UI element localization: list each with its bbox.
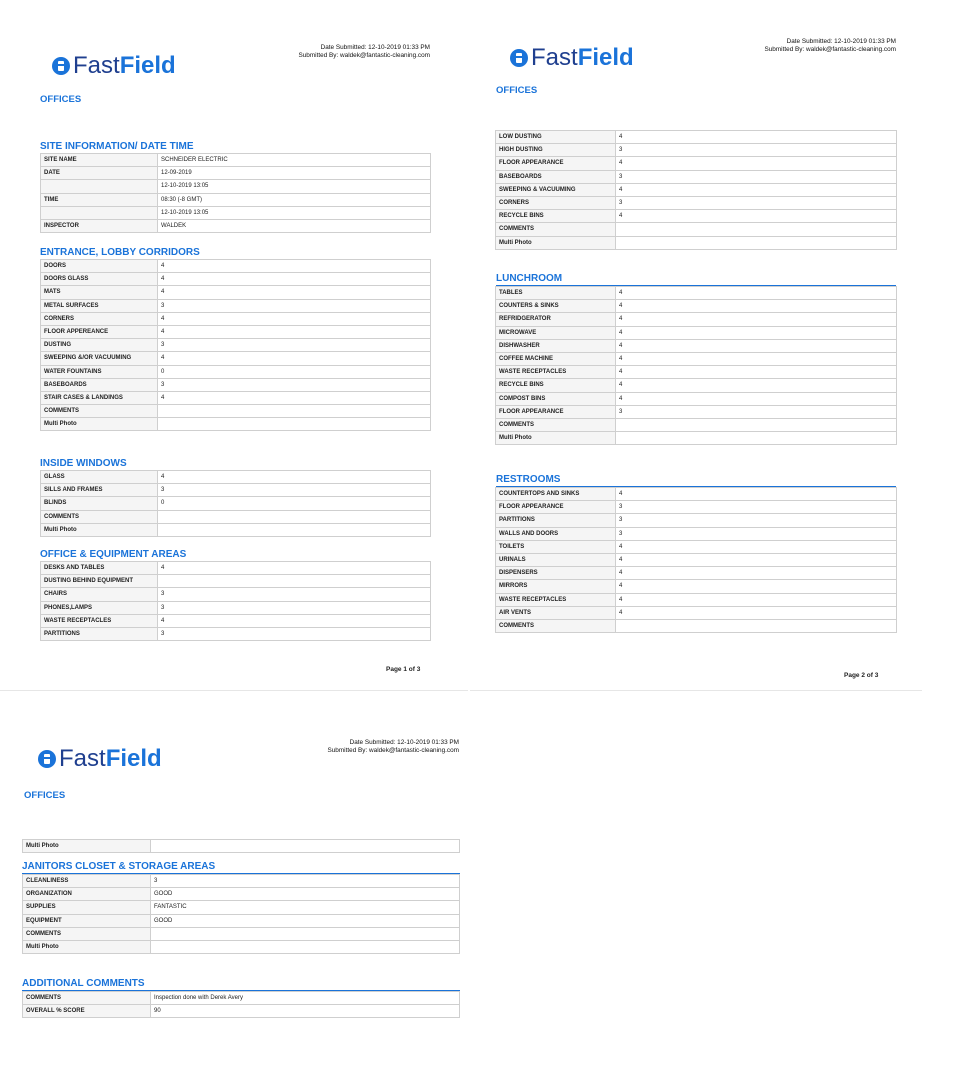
section-title-inside-windows: INSIDE WINDOWS xyxy=(40,458,430,471)
field-label: WATER FOUNTAINS xyxy=(41,365,158,378)
table-page2-continued xyxy=(495,130,897,250)
field-label: TABLES xyxy=(496,287,616,300)
field-value: 3 xyxy=(158,601,431,614)
field-value: 3 xyxy=(616,527,897,540)
table-row xyxy=(41,352,431,365)
field-label: URINALS xyxy=(496,553,616,566)
field-label: SWEEPING &/OR VACUUMING xyxy=(41,352,158,365)
submission-info xyxy=(298,44,430,60)
field-value: 4 xyxy=(158,286,431,299)
date-submitted: Date Submitted: 12-10-2019 01:33 PM xyxy=(320,44,430,51)
table-row xyxy=(23,1005,460,1018)
field-label: CLEANLINESS xyxy=(23,875,151,888)
field-label: METAL SURFACES xyxy=(41,299,158,312)
table-entrance xyxy=(40,259,431,431)
field-value: 3 xyxy=(616,514,897,527)
field-value: 3 xyxy=(616,501,897,514)
field-label xyxy=(41,180,158,193)
form-title: OFFICES xyxy=(24,790,66,801)
field-label: DESKS AND TABLES xyxy=(41,562,158,575)
field-value: 3 xyxy=(158,588,431,601)
table-row xyxy=(41,575,431,588)
report-page-3 xyxy=(0,720,468,1060)
field-value xyxy=(151,840,460,853)
table-row xyxy=(41,562,431,575)
table-row xyxy=(41,312,431,325)
field-value: 4 xyxy=(616,606,897,619)
form-title: OFFICES xyxy=(496,85,538,96)
table-row xyxy=(41,588,431,601)
field-value: 3 xyxy=(151,875,460,888)
table-row xyxy=(496,236,897,249)
field-value: 3 xyxy=(616,144,897,157)
table-janitors-closet xyxy=(22,874,460,954)
field-label: COUNTERS & SINKS xyxy=(496,300,616,313)
field-label: TOILETS xyxy=(496,540,616,553)
field-label: SILLS AND FRAMES xyxy=(41,484,158,497)
field-value: GOOD xyxy=(151,914,460,927)
table-row xyxy=(41,614,431,627)
field-value: 4 xyxy=(616,300,897,313)
table-row xyxy=(496,313,897,326)
table-row xyxy=(41,286,431,299)
section-title-site-info: SITE INFORMATION/ DATE TIME xyxy=(40,141,430,154)
table-row xyxy=(41,180,431,193)
table-row xyxy=(41,418,431,431)
submission-info xyxy=(764,38,896,54)
submitted-by: Submitted By: waldek@fantastic-cleaning.com xyxy=(298,52,430,59)
field-value xyxy=(616,432,897,445)
table-row xyxy=(496,392,897,405)
table-row xyxy=(496,326,897,339)
field-value xyxy=(158,405,431,418)
field-value: 4 xyxy=(616,352,897,365)
field-value: GOOD xyxy=(151,888,460,901)
table-row xyxy=(496,606,897,619)
field-value: 08:30 (-8 GMT) xyxy=(158,193,431,206)
field-label: DISPENSERS xyxy=(496,567,616,580)
table-row xyxy=(496,553,897,566)
field-value: 12-10-2019 13:05 xyxy=(158,206,431,219)
submitted-by: Submitted By: waldek@fantastic-cleaning.com xyxy=(764,46,896,53)
field-label: RECYCLE BINS xyxy=(496,379,616,392)
table-row xyxy=(496,300,897,313)
field-label: PHONES,LAMPS xyxy=(41,601,158,614)
table-row xyxy=(23,888,460,901)
table-row xyxy=(496,527,897,540)
field-value: 90 xyxy=(151,1005,460,1018)
table-row xyxy=(23,840,460,853)
form-title: OFFICES xyxy=(40,94,82,105)
field-label: OVERALL % SCORE xyxy=(23,1005,151,1018)
table-row xyxy=(41,484,431,497)
field-value xyxy=(616,223,897,236)
field-value: 4 xyxy=(616,339,897,352)
field-label: CORNERS xyxy=(41,312,158,325)
field-label: COMMENTS xyxy=(41,510,158,523)
field-value: 4 xyxy=(616,183,897,196)
field-label: FLOOR APPEREANCE xyxy=(41,325,158,338)
table-row xyxy=(496,339,897,352)
table-row xyxy=(496,366,897,379)
field-value: 4 xyxy=(158,562,431,575)
field-value: 4 xyxy=(616,287,897,300)
table-row xyxy=(23,901,460,914)
field-label: Multi Photo xyxy=(23,840,151,853)
date-submitted: Date Submitted: 12-10-2019 01:33 PM xyxy=(786,38,896,45)
field-label: DISHWASHER xyxy=(496,339,616,352)
page-number: Page 1 of 3 xyxy=(386,666,421,673)
table-row xyxy=(41,219,431,232)
field-label: BLINDS xyxy=(41,497,158,510)
field-label: Multi Photo xyxy=(41,418,158,431)
field-value xyxy=(151,940,460,953)
table-row xyxy=(41,325,431,338)
table-row xyxy=(496,580,897,593)
table-row xyxy=(496,418,897,431)
table-row xyxy=(496,183,897,196)
field-label: DATE xyxy=(41,167,158,180)
field-label: FLOOR APPEARANCE xyxy=(496,501,616,514)
field-label: LOW DUSTING xyxy=(496,131,616,144)
field-value: 12-09-2019 xyxy=(158,167,431,180)
field-value: SCHNEIDER ELECTRIC xyxy=(158,154,431,167)
fastfield-logo xyxy=(510,46,634,70)
table-row xyxy=(23,875,460,888)
table-row xyxy=(41,471,431,484)
report-page-2 xyxy=(470,18,922,690)
field-value: 4 xyxy=(158,471,431,484)
field-label: Multi Photo xyxy=(496,432,616,445)
field-label: SITE NAME xyxy=(41,154,158,167)
field-value: 4 xyxy=(616,313,897,326)
field-label: COUNTERTOPS AND SINKS xyxy=(496,488,616,501)
table-page3-continued xyxy=(22,839,460,853)
field-label: CHAIRS xyxy=(41,588,158,601)
field-value xyxy=(616,236,897,249)
field-label: WALLS AND DOORS xyxy=(496,527,616,540)
field-value: 0 xyxy=(158,365,431,378)
field-label: MICROWAVE xyxy=(496,326,616,339)
field-label: DUSTING xyxy=(41,339,158,352)
table-row xyxy=(41,391,431,404)
field-label: AIR VENTS xyxy=(496,606,616,619)
table-row xyxy=(496,593,897,606)
field-value: WALDEK xyxy=(158,219,431,232)
field-value: 3 xyxy=(158,299,431,312)
field-label: PARTITIONS xyxy=(41,627,158,640)
table-row xyxy=(496,619,897,632)
field-label: BASEBOARDS xyxy=(41,378,158,391)
field-label: COMMENTS xyxy=(496,223,616,236)
table-row xyxy=(496,540,897,553)
section-title-janitors-closet: JANITORS CLOSET & STORAGE AREAS xyxy=(22,861,460,874)
field-label: INSPECTOR xyxy=(41,219,158,232)
date-submitted: Date Submitted: 12-10-2019 01:33 PM xyxy=(349,739,459,746)
table-row xyxy=(496,287,897,300)
field-label: COMMENTS xyxy=(41,405,158,418)
field-value: 4 xyxy=(158,273,431,286)
field-value: 4 xyxy=(158,260,431,273)
table-row xyxy=(496,352,897,365)
field-label: Multi Photo xyxy=(496,236,616,249)
field-label: WASTE RECEPTACLES xyxy=(41,614,158,627)
table-row xyxy=(496,223,897,236)
field-value: 4 xyxy=(158,614,431,627)
table-row xyxy=(496,131,897,144)
table-row xyxy=(41,339,431,352)
field-value: 3 xyxy=(158,627,431,640)
field-label: SWEEPING & VACUUMING xyxy=(496,183,616,196)
brand-wordmark: FastField xyxy=(59,745,162,772)
fastfield-logo xyxy=(52,54,176,78)
fastfield-logo xyxy=(38,747,162,771)
section-title-lunchroom: LUNCHROOM xyxy=(496,273,896,286)
field-label: SUPPLIES xyxy=(23,901,151,914)
field-value xyxy=(158,418,431,431)
field-value: 4 xyxy=(616,540,897,553)
field-value: 4 xyxy=(616,392,897,405)
field-value: 4 xyxy=(616,553,897,566)
table-lunchroom xyxy=(495,286,897,445)
submission-info xyxy=(327,739,459,755)
table-row xyxy=(23,914,460,927)
field-value xyxy=(158,510,431,523)
field-value: 3 xyxy=(616,196,897,209)
table-row xyxy=(41,627,431,640)
field-value xyxy=(158,575,431,588)
table-row xyxy=(41,193,431,206)
field-value: 3 xyxy=(158,484,431,497)
field-label: COMMENTS xyxy=(496,619,616,632)
field-label: FLOOR APPEARANCE xyxy=(496,157,616,170)
field-label: COMMENTS xyxy=(23,992,151,1005)
table-row xyxy=(41,601,431,614)
field-value: 3 xyxy=(616,405,897,418)
submitted-by: Submitted By: waldek@fantastic-cleaning.com xyxy=(327,747,459,754)
field-label: HIGH DUSTING xyxy=(496,144,616,157)
field-label: DOORS xyxy=(41,260,158,273)
field-value: 4 xyxy=(616,366,897,379)
report-page-1 xyxy=(0,18,468,690)
fastfield-logo-icon xyxy=(38,750,56,768)
field-label: PARTITIONS xyxy=(496,514,616,527)
field-label: WASTE RECEPTACLES xyxy=(496,366,616,379)
field-label: DUSTING BEHIND EQUIPMENT xyxy=(41,575,158,588)
field-label: CORNERS xyxy=(496,196,616,209)
field-value xyxy=(158,523,431,536)
field-label: BASEBOARDS xyxy=(496,170,616,183)
brand-wordmark: FastField xyxy=(531,44,634,71)
table-inside-windows xyxy=(40,470,431,537)
field-label: COMPOST BINS xyxy=(496,392,616,405)
field-label: RECYCLE BINS xyxy=(496,210,616,223)
field-value: 4 xyxy=(158,325,431,338)
field-label: Multi Photo xyxy=(41,523,158,536)
table-row xyxy=(41,273,431,286)
table-row xyxy=(496,144,897,157)
table-row xyxy=(41,378,431,391)
field-value: FANTASTIC xyxy=(151,901,460,914)
table-row xyxy=(41,260,431,273)
field-value: 4 xyxy=(616,379,897,392)
brand-wordmark: FastField xyxy=(73,52,176,79)
table-row xyxy=(41,523,431,536)
field-label: Multi Photo xyxy=(23,940,151,953)
field-value: 4 xyxy=(616,210,897,223)
table-row xyxy=(23,992,460,1005)
field-value: Inspection done with Derek Avery xyxy=(151,992,460,1005)
field-value: 0 xyxy=(158,497,431,510)
table-row xyxy=(41,167,431,180)
field-label: STAIR CASES & LANDINGS xyxy=(41,391,158,404)
field-value: 12-10-2019 13:05 xyxy=(158,180,431,193)
field-value: 3 xyxy=(158,378,431,391)
field-label xyxy=(41,206,158,219)
field-label: DOORS GLASS xyxy=(41,273,158,286)
field-value: 4 xyxy=(616,580,897,593)
table-row xyxy=(496,170,897,183)
table-row xyxy=(23,940,460,953)
field-label: WASTE RECEPTACLES xyxy=(496,593,616,606)
table-site-info xyxy=(40,153,431,233)
fastfield-logo-icon xyxy=(510,49,528,67)
table-row xyxy=(496,196,897,209)
field-value: 4 xyxy=(616,488,897,501)
table-row xyxy=(23,927,460,940)
section-title-restrooms: RESTROOMS xyxy=(496,474,896,487)
field-label: COMMENTS xyxy=(496,418,616,431)
table-row xyxy=(41,299,431,312)
table-restrooms xyxy=(495,487,897,633)
table-row xyxy=(41,206,431,219)
field-label: MIRRORS xyxy=(496,580,616,593)
field-value: 4 xyxy=(158,391,431,404)
table-row xyxy=(496,210,897,223)
section-title-additional-comments: ADDITIONAL COMMENTS xyxy=(22,978,460,991)
fastfield-logo-icon xyxy=(52,57,70,75)
field-value xyxy=(151,927,460,940)
field-value: 4 xyxy=(616,593,897,606)
table-row xyxy=(41,510,431,523)
field-value: 4 xyxy=(616,157,897,170)
table-row xyxy=(496,405,897,418)
field-label: COMMENTS xyxy=(23,927,151,940)
table-row xyxy=(496,567,897,580)
field-value xyxy=(616,619,897,632)
table-row xyxy=(496,157,897,170)
field-label: EQUIPMENT xyxy=(23,914,151,927)
field-label: MATS xyxy=(41,286,158,299)
field-label: FLOOR APPEARANCE xyxy=(496,405,616,418)
field-value: 4 xyxy=(158,312,431,325)
section-title-office-equipment: OFFICE & EQUIPMENT AREAS xyxy=(40,549,430,562)
table-row xyxy=(496,432,897,445)
table-additional-comments xyxy=(22,991,460,1018)
field-value: 4 xyxy=(158,352,431,365)
page-number: Page 2 of 3 xyxy=(844,672,879,679)
table-row xyxy=(41,154,431,167)
field-label: ORGANIZATION xyxy=(23,888,151,901)
field-label: COFFEE MACHINE xyxy=(496,352,616,365)
section-title-entrance: ENTRANCE, LOBBY CORRIDORS xyxy=(40,247,430,260)
table-row xyxy=(496,488,897,501)
field-label: TIME xyxy=(41,193,158,206)
field-value: 3 xyxy=(616,170,897,183)
table-row xyxy=(496,501,897,514)
field-value: 4 xyxy=(616,567,897,580)
field-value: 3 xyxy=(158,339,431,352)
field-label: GLASS xyxy=(41,471,158,484)
field-label: REFRIDGERATOR xyxy=(496,313,616,326)
table-office-equipment xyxy=(40,561,431,641)
table-row xyxy=(41,365,431,378)
table-row xyxy=(496,514,897,527)
table-row xyxy=(41,497,431,510)
table-row xyxy=(41,405,431,418)
field-value: 4 xyxy=(616,131,897,144)
field-value: 4 xyxy=(616,326,897,339)
field-value xyxy=(616,418,897,431)
table-row xyxy=(496,379,897,392)
